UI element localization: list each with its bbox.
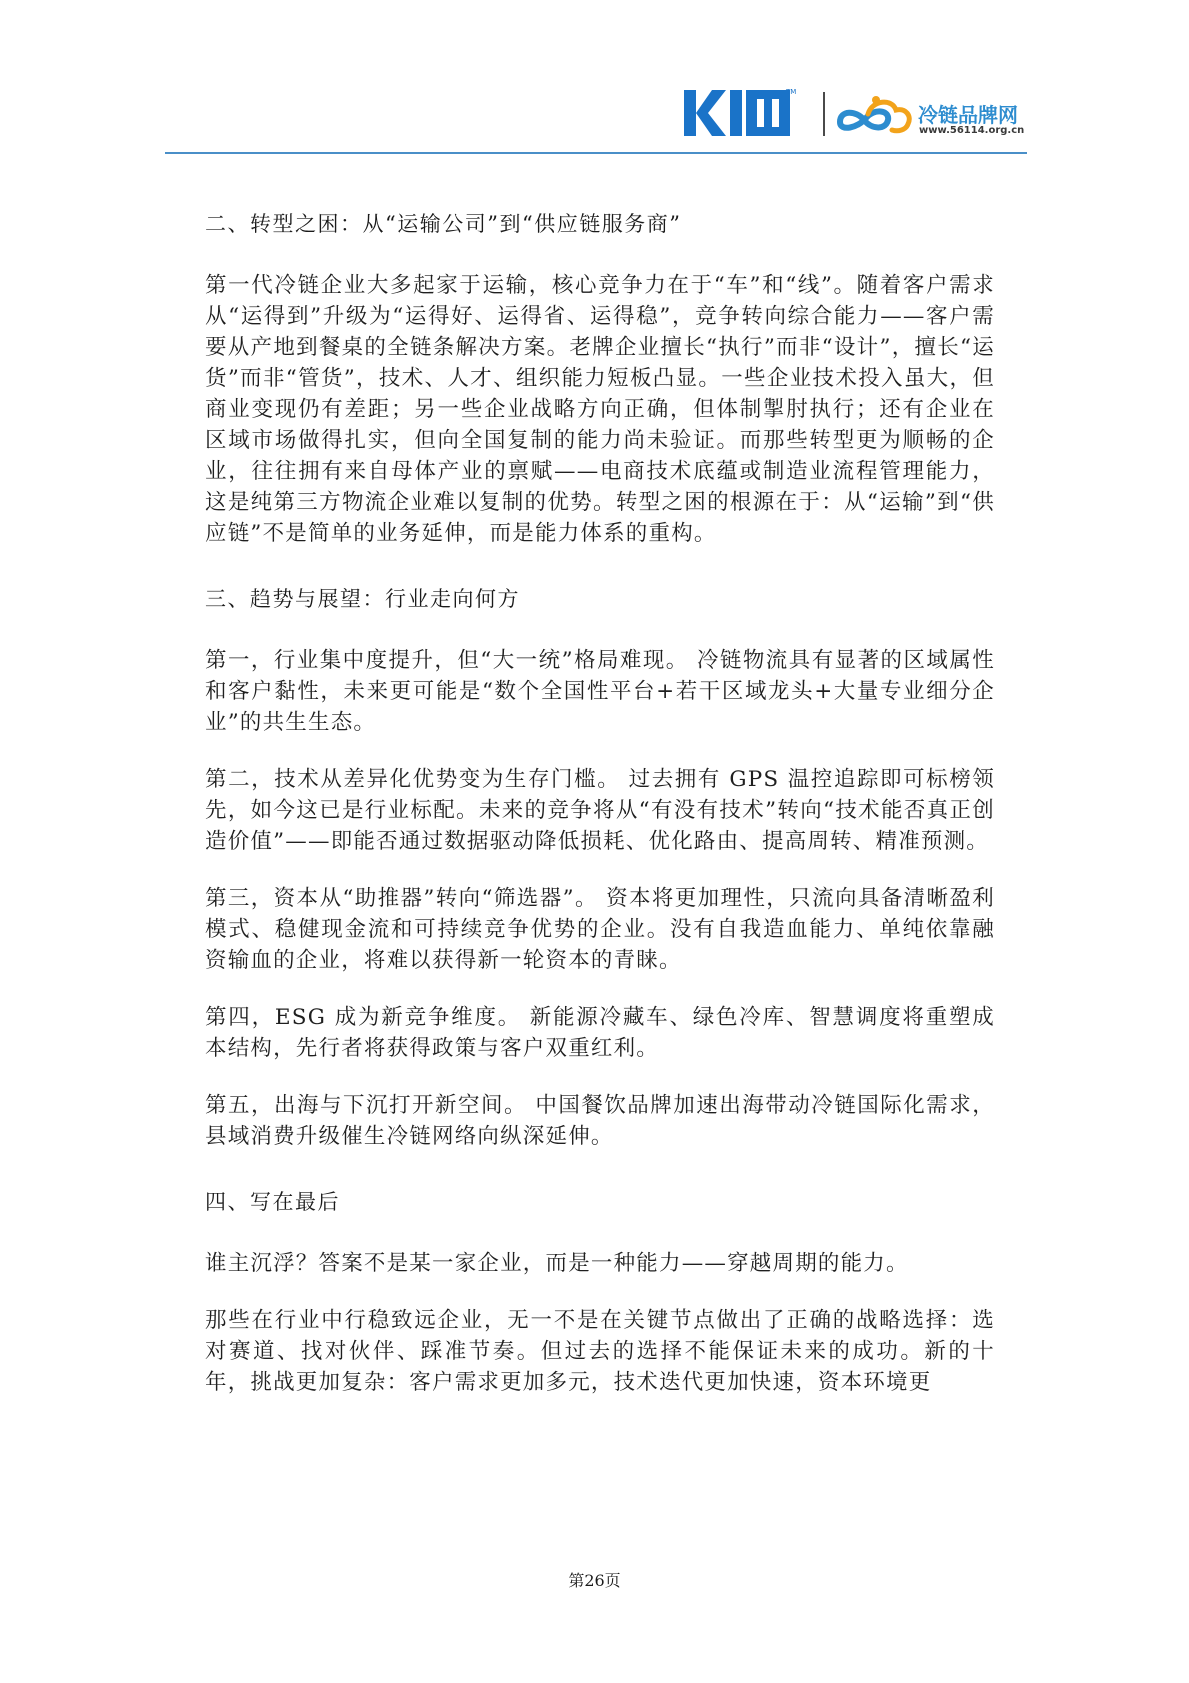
section-heading-3: 三、趋势与展望：行业走向何方	[205, 587, 520, 611]
header-separator	[823, 92, 825, 136]
paragraph-trend-4: 第四，ESG 成为新竞争维度。 新能源冷藏车、绿色冷库、智慧调度将重塑成本结构，先行者将获得政策与客户双重红利。	[205, 1005, 995, 1061]
paragraph-final-2: 那些在行业中行稳致远企业，无一不是在关键节点做出了正确的战略选择：选对赛道、找对伙伴、踩准节奏。但过去的选择不能保证未来的成功。新的十年，挑战更加复杂：客户需求更加多元，技术迭代更加快速，资本环境更	[205, 1308, 995, 1395]
paragraph-trend-5: 第五，出海与下沉打开新空间。 中国餐饮品牌加速出海带动冷链国际化需求，县域消费升级催生冷链网络向纵深延伸。	[205, 1093, 995, 1149]
paragraph-trend-2: 第二，技术从差异化优势变为生存门槛。 过去拥有 GPS 温控追踪即可标榜领先，如今这已是行业标配。未来的竞争将从“有没有技术”转向“技术能否真正创造价值”——即能否通过数据驱动降低损耗、优化路由、提高周转、精准预测。	[205, 767, 995, 854]
paragraph-trend-1: 第一，行业集中度提升，但“大一统”格局难现。 冷链物流具有显著的区域属性和客户黏性，未来更可能是“数个全国性平台+若干区域龙头+大量专业细分企业”的共生生态。	[205, 648, 995, 735]
header-rule	[165, 152, 1027, 154]
brand-url: www.56114.org.cn	[919, 125, 1025, 136]
section-heading-2: 二、转型之困：从“运输公司”到“供应链服务商”	[205, 212, 682, 236]
trademark-mark: TM	[786, 88, 797, 96]
infinity-cloud-logo-icon	[834, 86, 914, 142]
article-body	[205, 208, 995, 1424]
paragraph-trend-3: 第三，资本从“助推器”转向“筛选器”。 资本将更加理性，只流向具备清晰盈利模式、稳健现金流和可持续竞争优势的企业。没有自我造血能力、单纯依靠融资输血的企业，将难以获得新一轮资本的青睐。	[205, 886, 995, 973]
paragraph-transformation: 第一代冷链企业大多起家于运输，核心竞争力在于“车”和“线”。随着客户需求从“运得到”升级为“运得好、运得省、运得稳”，竞争转向综合能力——客户需要从产地到餐桌的全链条解决方案。老牌企业擅长“执行”而非“设计”，擅长“运货”而非“管货”，技术、人才、组织能力短板凸显。一些企业技术投入虽大，但商业变现仍有差距；另一些企业战略方向正确，但体制掣肘执行；还有企业在区域市场做得扎实，但向全国复制的能力尚未验证。而那些转型更为顺畅的企业，往往拥有来自母体产业的禀赋——电商技术底蕴或制造业流程管理能力，这是纯第三方物流企业难以复制的优势。转型之困的根源在于：从“运输”到“供应链”不是简单的业务延伸，而是能力体系的重构。	[205, 273, 995, 546]
section-heading-4: 四、写在最后	[205, 1190, 340, 1214]
brand-name: 冷链品牌网	[918, 103, 1018, 127]
paragraph-final-1: 谁主沉浮？答案不是某一家企业，而是一种能力——穿越周期的能力。	[205, 1251, 909, 1276]
page-number: 第26页	[568, 1571, 621, 1590]
kio-logo-icon	[682, 86, 800, 140]
page-header	[0, 0, 1189, 160]
